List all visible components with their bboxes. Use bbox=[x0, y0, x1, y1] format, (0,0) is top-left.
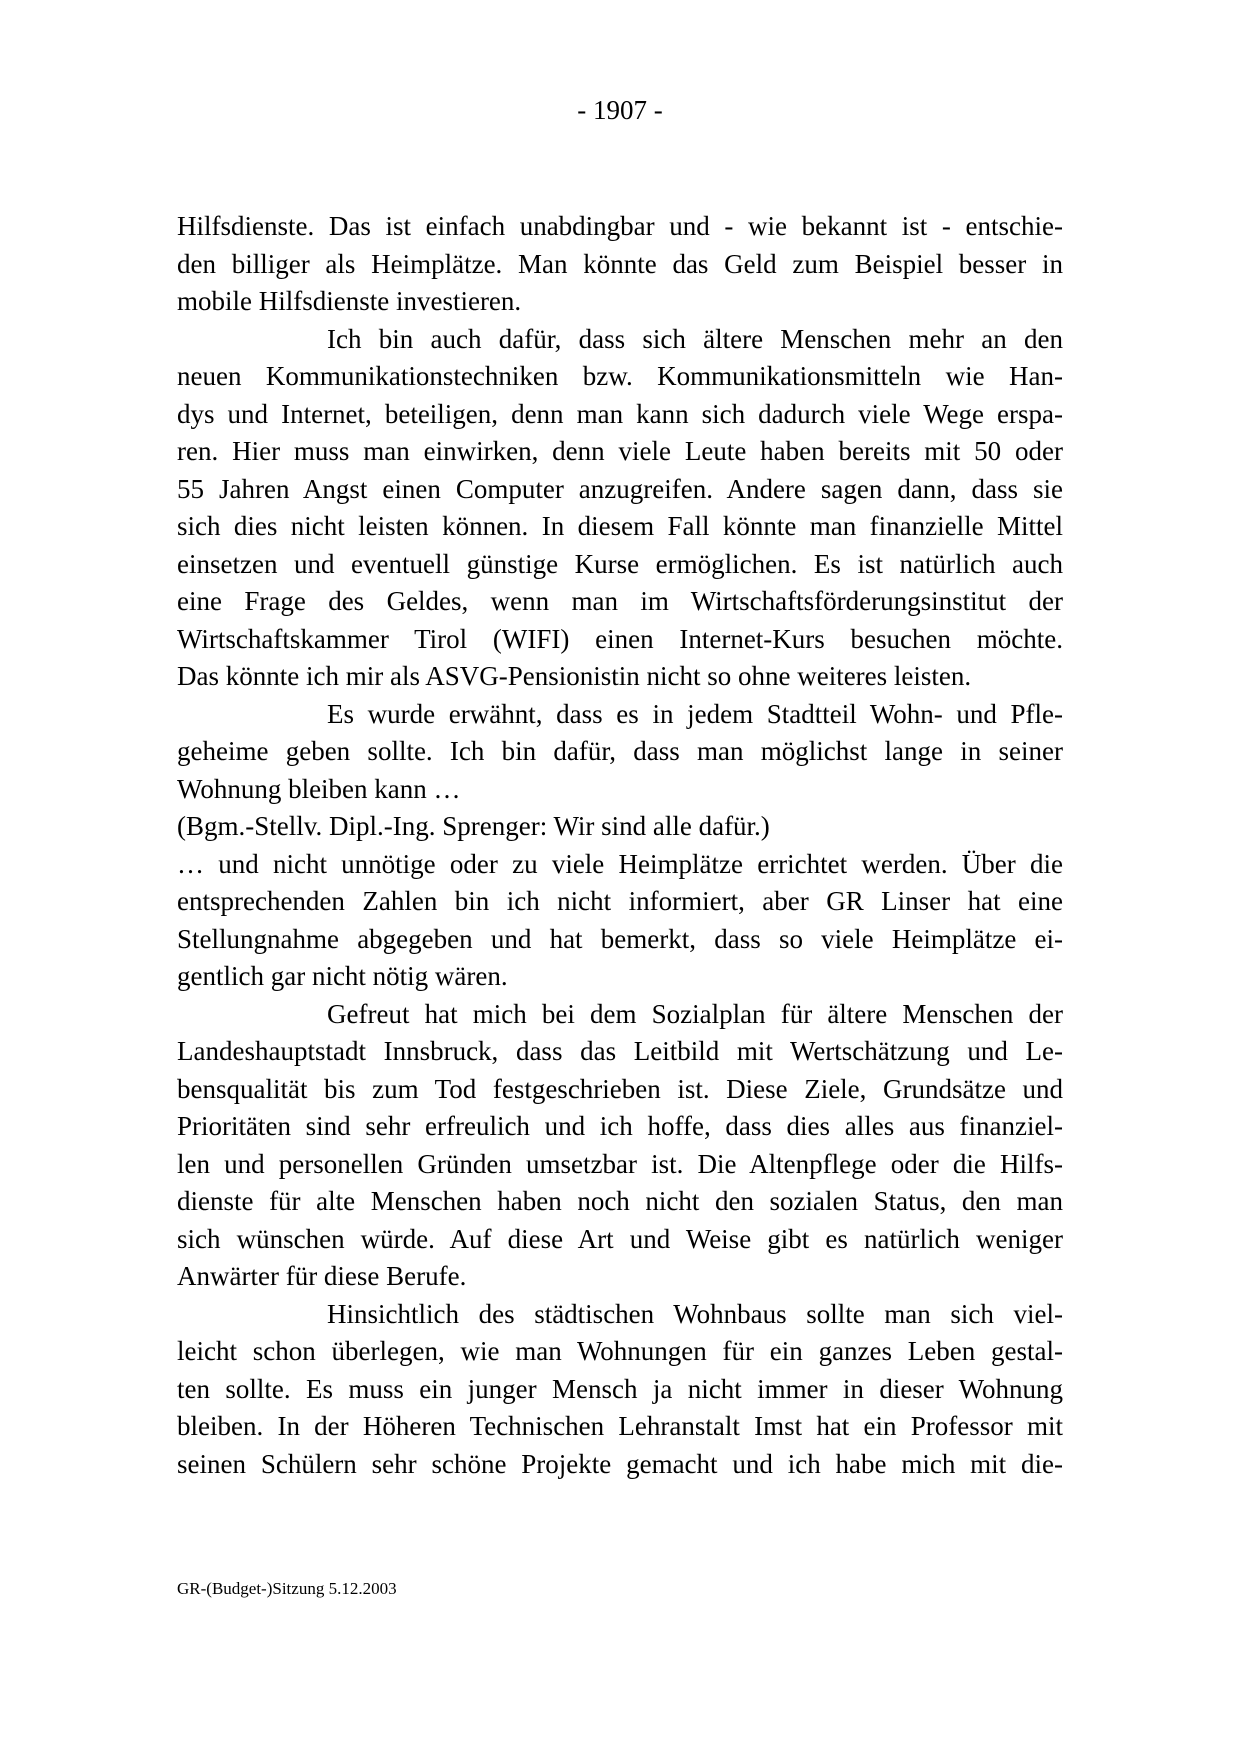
text-line: einsetzen und eventuell günstige Kurse ermöglichen. Es ist natürlich auch bbox=[177, 548, 1063, 579]
page-number: - 1907 - bbox=[577, 95, 663, 125]
text-line: gentlich gar nicht nötig wären. bbox=[177, 961, 508, 991]
paragraph bbox=[177, 1296, 1063, 1484]
text-line: den billiger als Heimplätze. Man könnte das Geld zum Beispiel besser in bbox=[177, 248, 1063, 279]
paragraph bbox=[177, 208, 1063, 321]
document-body bbox=[177, 208, 1063, 1483]
paragraph bbox=[177, 808, 1063, 846]
text-line: Gefreut hat mich bei dem Sozialplan für ältere Menschen der bbox=[327, 998, 1063, 1029]
text-line: dys und Internet, beteiligen, denn man kann sich dadurch viele Wege erspa- bbox=[177, 398, 1063, 429]
page-footer: GR-(Budget-)Sitzung 5.12.2003 bbox=[177, 1579, 397, 1598]
paragraph bbox=[177, 996, 1063, 1296]
text-line: Ich bin auch dafür, dass sich ältere Menschen mehr an den bbox=[327, 323, 1063, 354]
text-line: Prioritäten sind sehr erfreulich und ich hoffe, dass dies alles aus finanziel- bbox=[177, 1111, 1063, 1141]
text-line: … und nicht unnötige oder zu viele Heimplätze errichtet werden. Über die bbox=[177, 848, 1063, 879]
text-line: leicht schon überlegen, wie man Wohnungen für ein ganzes Leben gestal- bbox=[177, 1336, 1063, 1366]
text-line: ten sollte. Es muss ein junger Mensch ja nicht immer in dieser Wohnung bbox=[177, 1373, 1063, 1404]
text-line: Landeshauptstadt Innsbruck, dass das Leitbild mit Wertschätzung und Le- bbox=[177, 1036, 1063, 1066]
text-line: len und personellen Gründen umsetzbar ist. Die Altenpflege oder die Hilfs- bbox=[177, 1148, 1063, 1179]
text-line: eine Frage des Geldes, wenn man im Wirtschaftsförderungsinstitut der bbox=[177, 586, 1063, 616]
text-line: Wirtschaftskammer Tirol (WIFI) einen Internet-Kurs besuchen möchte. bbox=[177, 623, 1063, 654]
text-line: Es wurde erwähnt, dass es in jedem Stadtteil Wohn- und Pfle- bbox=[327, 698, 1063, 729]
text-line: ren. Hier muss man einwirken, denn viele Leute haben bereits mit 50 oder bbox=[177, 436, 1063, 466]
text-line: entsprechenden Zahlen bin ich nicht informiert, aber GR Linser hat eine bbox=[177, 886, 1063, 916]
text-line: (Bgm.-Stellv. Dipl.-Ing. Sprenger: Wir sind alle dafür.) bbox=[177, 811, 770, 841]
paragraph bbox=[177, 846, 1063, 996]
paragraph bbox=[177, 321, 1063, 696]
paragraph bbox=[177, 696, 1063, 809]
text-line: Anwärter für diese Berufe. bbox=[177, 1261, 467, 1291]
text-line: sich wünschen würde. Auf diese Art und Weise gibt es natürlich weniger bbox=[177, 1223, 1063, 1254]
text-line: bleiben. In der Höheren Technischen Lehranstalt Imst hat ein Professor mit bbox=[177, 1411, 1063, 1441]
text-line: mobile Hilfsdienste investieren. bbox=[177, 286, 522, 316]
text-line: Stellungnahme abgegeben und hat bemerkt, dass so viele Heimplätze ei- bbox=[177, 923, 1063, 954]
text-line: 55 Jahren Angst einen Computer anzugreifen. Andere sagen dann, dass sie bbox=[177, 473, 1063, 504]
text-line: Wohnung bleiben kann … bbox=[177, 773, 461, 804]
text-line: geheime geben sollte. Ich bin dafür, dass man möglichst lange in seiner bbox=[177, 736, 1063, 766]
text-line: seinen Schülern sehr schöne Projekte gemacht und ich habe mich mit die- bbox=[177, 1448, 1063, 1479]
text-line: Hinsichtlich des städtischen Wohnbaus sollte man sich viel- bbox=[327, 1298, 1063, 1329]
text-line: sich dies nicht leisten können. In diesem Fall könnte man finanzielle Mittel bbox=[177, 511, 1063, 541]
text-line: bensqualität bis zum Tod festgeschrieben ist. Diese Ziele, Grundsätze und bbox=[177, 1073, 1063, 1104]
text-line: Hilfsdienste. Das ist einfach unabdingbar und - wie bekannt ist - entschie- bbox=[177, 211, 1063, 241]
text-line: neuen Kommunikationstechniken bzw. Kommunikationsmitteln wie Han- bbox=[177, 361, 1063, 391]
text-line: Das könnte ich mir als ASVG-Pensionistin nicht so ohne weiteres leisten. bbox=[177, 661, 972, 691]
text-line: dienste für alte Menschen haben noch nicht den sozialen Status, den man bbox=[177, 1186, 1063, 1216]
